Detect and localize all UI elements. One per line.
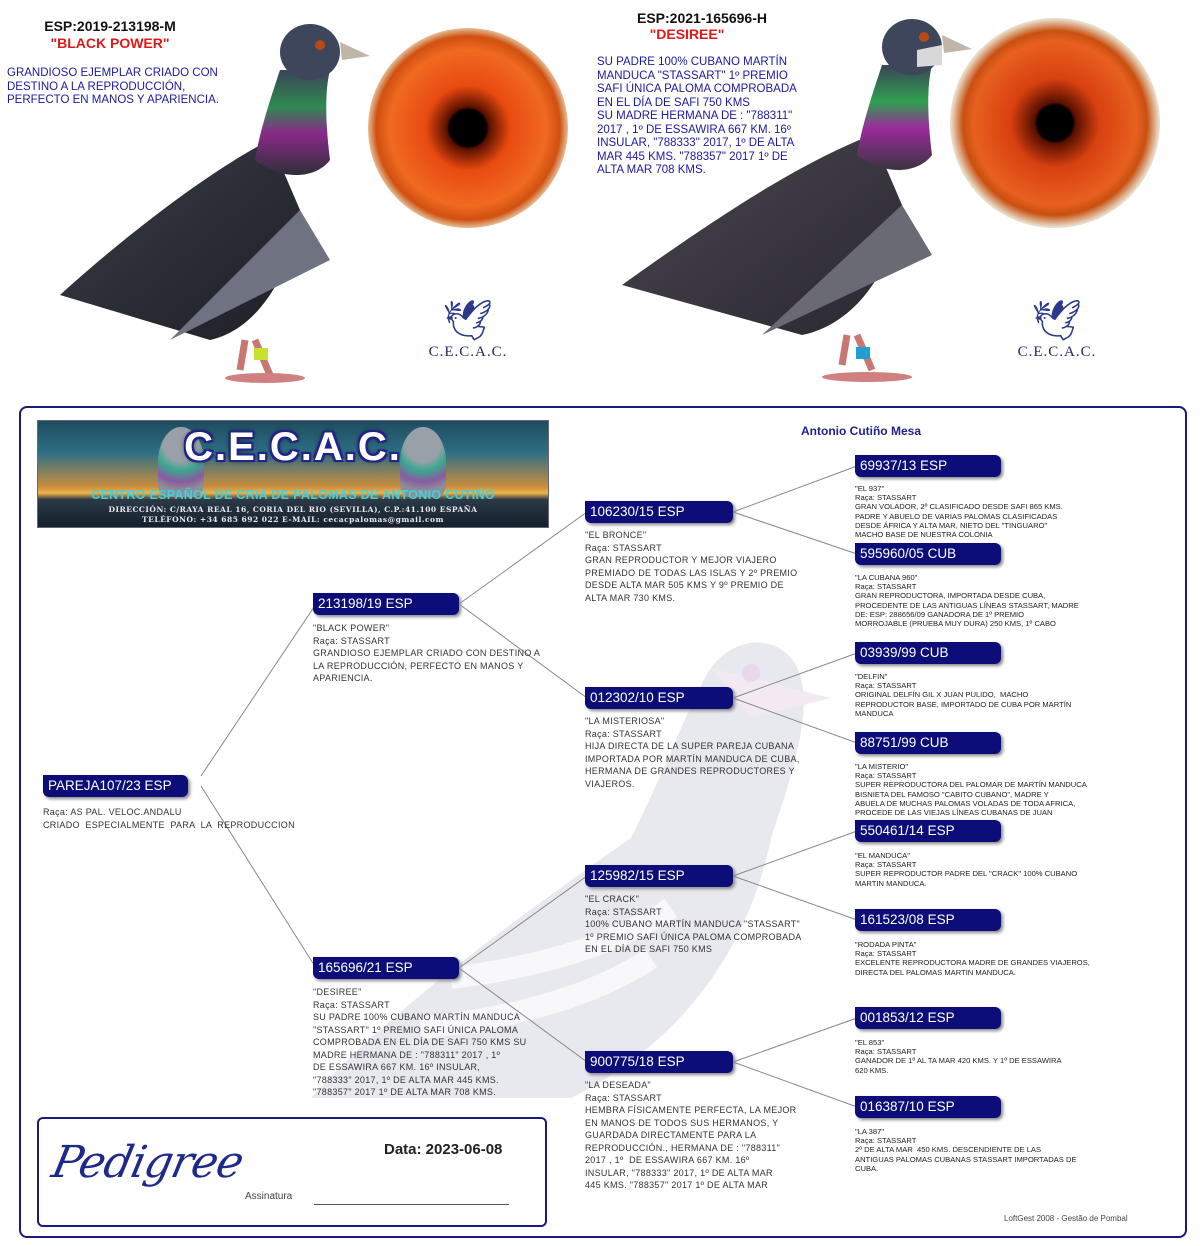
node-description (585, 893, 825, 956)
desc-line: GRAN REPRODUCTORA, IMPORTADA DESDE CUBA, (855, 591, 1046, 601)
desc-line: SU PADRE 100% CUBANO MARTÍN MANDUCA (313, 1012, 521, 1022)
desc-line: Raça: STASSART (585, 542, 662, 553)
desc-line: SUPER REPRODUCTORA DEL PALOMAR DE MARTÍN MANDUCA (855, 780, 1087, 790)
desc-line: Raça: STASSART (313, 635, 390, 646)
desc-line: MARTIN MANDUCA. (855, 878, 927, 888)
desc-line: CRIADO ESPECIALMENTE PARA LA REPRODUCCION (43, 819, 295, 830)
pedigree-node-grandparent[interactable]: 012302/10 ESP (585, 687, 733, 709)
desc-line: HEMBRA FÍSICAMENTE PERFECTA, LA MEJOR (585, 1105, 797, 1115)
pedigree-node-great-grandparent[interactable]: 88751/99 CUB (855, 732, 1001, 754)
nickname: "DESIREE" (649, 26, 725, 42)
desc-line: GRANDIOSO EJEMPLAR CRIADO CON DESTINO A (313, 648, 541, 658)
pedigree-node-great-grandparent[interactable]: 016387/10 ESP (855, 1096, 1001, 1118)
desc-line: GANADOR DE 1º AL TA MAR 420 KMS. Y 1º DE ESSAWIRA (855, 1056, 1062, 1066)
desc-line: "DELFIN" (855, 672, 888, 681)
desc-line: DE: ESP: 288656/09 GANADORA DE 1º PREMIO (855, 609, 1025, 619)
owner-name: Antonio Cutiño Mesa (801, 424, 921, 438)
desc-line: "788333" 2017, 1º DE ALTA MAR 445 KMS. (313, 1074, 499, 1085)
ring-id: ESP:2021-165696-H (637, 10, 767, 26)
ring-id: ESP:2019-213198-M (44, 18, 176, 34)
desc-line: REPRODUCTOR BASE, IMPORTADO DE CUBA POR MARTÍN (855, 699, 1072, 709)
desc-line: BISNIETA DEL FAMOSO "CABITO CUBANO", MADRE Y (855, 789, 1049, 799)
desc-line: VIAJEROS. (585, 778, 635, 789)
desc-line: EN MANOS DE TODOS SUS HERMANOS, Y (585, 1117, 779, 1128)
node-description (855, 1127, 1135, 1173)
desc-line: 620 KMS. (855, 1065, 889, 1075)
photo-panel-female (592, 0, 1204, 395)
dove-icon: 🕊 (1031, 298, 1083, 343)
desc-line: HIJA DIRECTA DE LA SUPER PAREJA CUBANA (585, 741, 795, 751)
eye-photo (368, 28, 568, 228)
desc-line: Raça: STASSART (585, 906, 662, 917)
signature-line[interactable] (314, 1204, 509, 1205)
banner-contact: TELÉFONO: +34 685 692 022 E-MAIL: cecacpalomas@gmail.com (142, 515, 444, 524)
date-label: Data: 2023-06-08 (384, 1141, 503, 1158)
connector-line (733, 831, 857, 876)
desc-line: REPRODUCCIÓN., HERMANA DE : "788311" (585, 1142, 781, 1153)
pedigree-node-grandparent[interactable]: 106230/15 ESP (585, 501, 733, 523)
pigeon-photo (40, 10, 380, 390)
desc-line: Raça: AS PAL. VELOC.ANDALU (43, 807, 182, 817)
promo-line: DESTINO A LA REPRODUCCIÓN, (7, 80, 186, 93)
pedigree-node-grandparent[interactable]: 125982/15 ESP (585, 865, 733, 887)
desc-line: Raça: STASSART (855, 582, 917, 592)
node-description (855, 762, 1140, 817)
desc-line: "788357" 2017 1º DE ALTA MAR 708 KMS. (313, 1087, 497, 1097)
node-description (855, 484, 1135, 539)
node-description (855, 1038, 1135, 1075)
desc-line: GRAN VOLADOR, 2º CLASIFICADO DESDE SAFI 865 KMS. (855, 502, 1063, 512)
desc-line: GUARDADA DIRECTAMENTE PARA LA (585, 1130, 757, 1140)
desc-line: PROCEDE DE LAS VIEJAS LÍNEAS CUBANAS DE JUAN (855, 808, 1053, 818)
promo-line: SU PADRE 100% CUBANO MARTÍN (597, 56, 788, 68)
connector-line (733, 1018, 857, 1062)
desc-line: 2017 , 1º DE ESSAWIRA 667 KM. 16º (585, 1155, 750, 1165)
pedigree-node-great-grandparent[interactable]: 595960/05 CUB (855, 543, 1001, 565)
desc-line: DESDE ÁFRICA Y ALTA MAR, NIETO DEL "TINGUARO" (855, 520, 1048, 530)
desc-line: PROCEDENTE DE LAS ANTIGUAS LÍNEAS STASSART, MADRE (855, 600, 1079, 610)
desc-line: "BLACK POWER" (313, 623, 390, 633)
desc-line: Raça: STASSART (855, 681, 917, 691)
desc-line: ORIGINAL DELFÍN GIL X JUAN PULIDO, MACHO (855, 690, 1029, 700)
node-description (43, 806, 373, 831)
pedigree-node-great-grandparent[interactable]: 550461/14 ESP (855, 820, 1001, 842)
pedigree-node-subject[interactable]: PAREJA107/23 ESP (43, 775, 188, 797)
desc-line: Raça: STASSART (855, 860, 917, 870)
promo-line: SAFI ÚNICA PALOMA COMPROBADA (597, 83, 797, 95)
desc-line: Raça: STASSART (313, 999, 390, 1010)
desc-line: Raça: STASSART (855, 493, 917, 503)
desc-line: Raça: STASSART (855, 1047, 917, 1057)
nickname: "BLACK POWER" (50, 35, 170, 51)
desc-line: DESDE ALTA MAR 505 KMS Y 9º PREMIO DE (585, 580, 784, 590)
desc-line: "EL CRACK" (585, 894, 640, 904)
desc-line: COMPROBADA EN EL DÍA DE SAFI 750 KMS SU (313, 1037, 527, 1047)
connector-line (733, 466, 857, 512)
desc-line: CUBA. (855, 1163, 879, 1173)
desc-line: "RODADA PINTA" (855, 940, 917, 949)
dove-icon: 🕊 (442, 298, 494, 343)
desc-line: ABUELA DE MUCHAS PALOMAS VOLADAS DE TODA AFRICA, (855, 798, 1076, 808)
desc-line: "STASSART" 1º PREMIO SAFI ÚNICA PALOMA (313, 1024, 519, 1035)
desc-line: "LA MISTERIO" (855, 762, 909, 771)
node-description (585, 529, 825, 604)
node-description (313, 622, 573, 685)
desc-line: Raça: STASSART (855, 949, 917, 959)
footer-credit: LoftGest 2008 - Gestão de Pombal (1004, 1214, 1128, 1223)
connector-line (733, 653, 857, 698)
desc-line: "EL 937" (855, 484, 885, 493)
node-description (585, 1079, 825, 1192)
banner-address: DIRECCIÓN: C/RAYA REAL 16, CORIA DEL RIO (SEVILLA), C.P.:41.100 ESPAÑA (108, 505, 478, 514)
desc-line: "DESIREE" (313, 987, 362, 997)
desc-line: MADRE HERMANA DE : "788311" 2017 , 1º (313, 1049, 501, 1060)
desc-line: EN EL DÍA DE SAFI 750 KMS (585, 944, 713, 954)
logo-text: C.E.C.A.C. (428, 344, 508, 360)
node-description (313, 986, 553, 1099)
desc-line: SUPER REPRODUCTOR PADRE DEL "CRACK" 100% CUBANO (855, 869, 1078, 879)
cecac-logo (1007, 298, 1107, 361)
promo-line: EN EL DÍA DE SAFI 750 KMS (597, 96, 750, 109)
promo-line: MAR 445 KMS. "788357" 2017 1º DE (597, 150, 788, 163)
desc-line: Raça: STASSART (585, 728, 662, 739)
desc-line: Raça: STASSART (855, 1136, 917, 1146)
signature-box (37, 1117, 547, 1227)
desc-line: PADRE Y ABUELO DE VARIAS PALOMAS CLASIFICADAS (855, 511, 1058, 521)
desc-line: INSULAR, "788333" 2017, 1º DE ALTA MAR (585, 1167, 773, 1178)
promo-line: 2017 , 1º DE ESSAWIRA 667 KM. 16º (597, 123, 791, 136)
desc-line: DE ESSAWIRA 667 KM. 16º INSULAR, (313, 1062, 481, 1072)
desc-line: "EL MANDUCA" (855, 851, 910, 860)
promo-line: ALTA MAR 708 KMS. (597, 164, 706, 176)
logo-text: C.E.C.A.C. (1017, 344, 1097, 360)
desc-line: 100% CUBANO MARTÍN MANDUCA "STASSART" (585, 919, 801, 929)
node-description (855, 672, 1135, 718)
desc-line: EXCELENTE REPRODUCTORA MADRE DE GRANDES VIAJEROS, (855, 958, 1090, 968)
desc-line: APARIENCIA. (313, 673, 373, 683)
desc-line: HERMANA DE GRANDES REPRODUCTORES Y (585, 766, 795, 776)
node-description (855, 940, 1135, 977)
cecac-logo (418, 298, 518, 361)
desc-line: DIRECTA DEL PALOMAS MARTIN MANDUCA. (855, 967, 1016, 977)
desc-line: 445 KMS. "788357" 2017 1º DE ALTA MAR (585, 1180, 769, 1190)
desc-line: Raça: STASSART (855, 771, 917, 781)
pedigree-node-great-grandparent[interactable]: 03939/99 CUB (855, 642, 1001, 664)
desc-line: MACHO BASE DE NUESTRA COLONIA (855, 530, 993, 540)
connector-line (201, 604, 316, 776)
node-description (855, 851, 1135, 888)
promo-line: MANDUCA "STASSART" 1º PREMIO (597, 69, 788, 82)
pedigree-node-great-grandparent[interactable]: 69937/13 ESP (855, 455, 1001, 477)
desc-line: IMPORTADA POR MARTÍN MANDUCA DE CUBA, (585, 753, 800, 764)
desc-line: "EL BRONCE" (585, 530, 647, 540)
desc-line: "LA DESEADA" (585, 1080, 652, 1090)
banner-title: C.E.C.A.C. (184, 425, 402, 469)
pigeon-photo (612, 5, 982, 390)
node-description (855, 573, 1135, 628)
pedigree-node-dam[interactable]: 165696/21 ESP (313, 957, 459, 979)
signature-label: Assinatura (245, 1191, 293, 1202)
banner-subtitle: CENTRO ESPAÑOL DE CRIA DE PALOMAS DE ANTONIO CUTIÑO (91, 488, 495, 502)
pedigree-node-great-grandparent[interactable]: 161523/08 ESP (855, 909, 1001, 931)
desc-line: 2º DE ALTA MAR 450 KMS. DESCENDIENTE DE LAS (855, 1145, 1042, 1155)
desc-line: ANTIGUAS PALOMAS CUBANAS STASSART IMPORTADAS DE (855, 1154, 1077, 1164)
connector-line (459, 876, 587, 968)
desc-line: "LA CUBANA 960" (855, 573, 918, 582)
desc-line: LA REPRODUCCIÓN, PERFECTO EN MANOS Y (313, 660, 524, 671)
node-description (585, 715, 825, 790)
pedigree-sheet (19, 406, 1187, 1238)
desc-line: ALTA MAR 730 KMS. (585, 592, 676, 603)
connector-line (459, 512, 587, 604)
desc-line: "LA 387" (855, 1127, 885, 1136)
photo-panel-male (0, 0, 590, 395)
promo-line: INSULAR, "788333" 2017, 1º DE ALTA (597, 137, 795, 149)
pedigree-node-great-grandparent[interactable]: 001853/12 ESP (855, 1007, 1001, 1029)
desc-line: GRAN REPRODUCTOR Y MEJOR VIAJERO (585, 555, 777, 565)
promo-line: SU MADRE HERMANA DE : "788311" (597, 110, 793, 122)
pedigree-title: Pedigree (47, 1137, 248, 1188)
desc-line: MORROJABLE (PRUEBA MUY DURA) 250 KMS, 1º CABO (855, 619, 1056, 629)
desc-line: PREMIADO DE TODAS LAS ISLAS Y 2º PREMIO (585, 567, 798, 578)
desc-line: 1º PREMIO SAFI ÚNICA PALOMA COMPROBADA (585, 931, 802, 942)
desc-line: "LA MISTERIOSA" (585, 716, 665, 726)
desc-line: MANDUCA (855, 708, 894, 718)
pedigree-node-sire[interactable]: 213198/19 ESP (313, 593, 459, 615)
promo-line: PERFECTO EN MANOS Y APARIENCIA. (7, 94, 219, 106)
pedigree-node-grandparent[interactable]: 900775/18 ESP (585, 1051, 733, 1073)
desc-line: "EL 853" (855, 1038, 885, 1047)
promo-line: GRANDIOSO EJEMPLAR CRIADO CON (7, 67, 218, 79)
eye-photo (950, 18, 1160, 228)
desc-line: Raça: STASSART (585, 1092, 662, 1103)
